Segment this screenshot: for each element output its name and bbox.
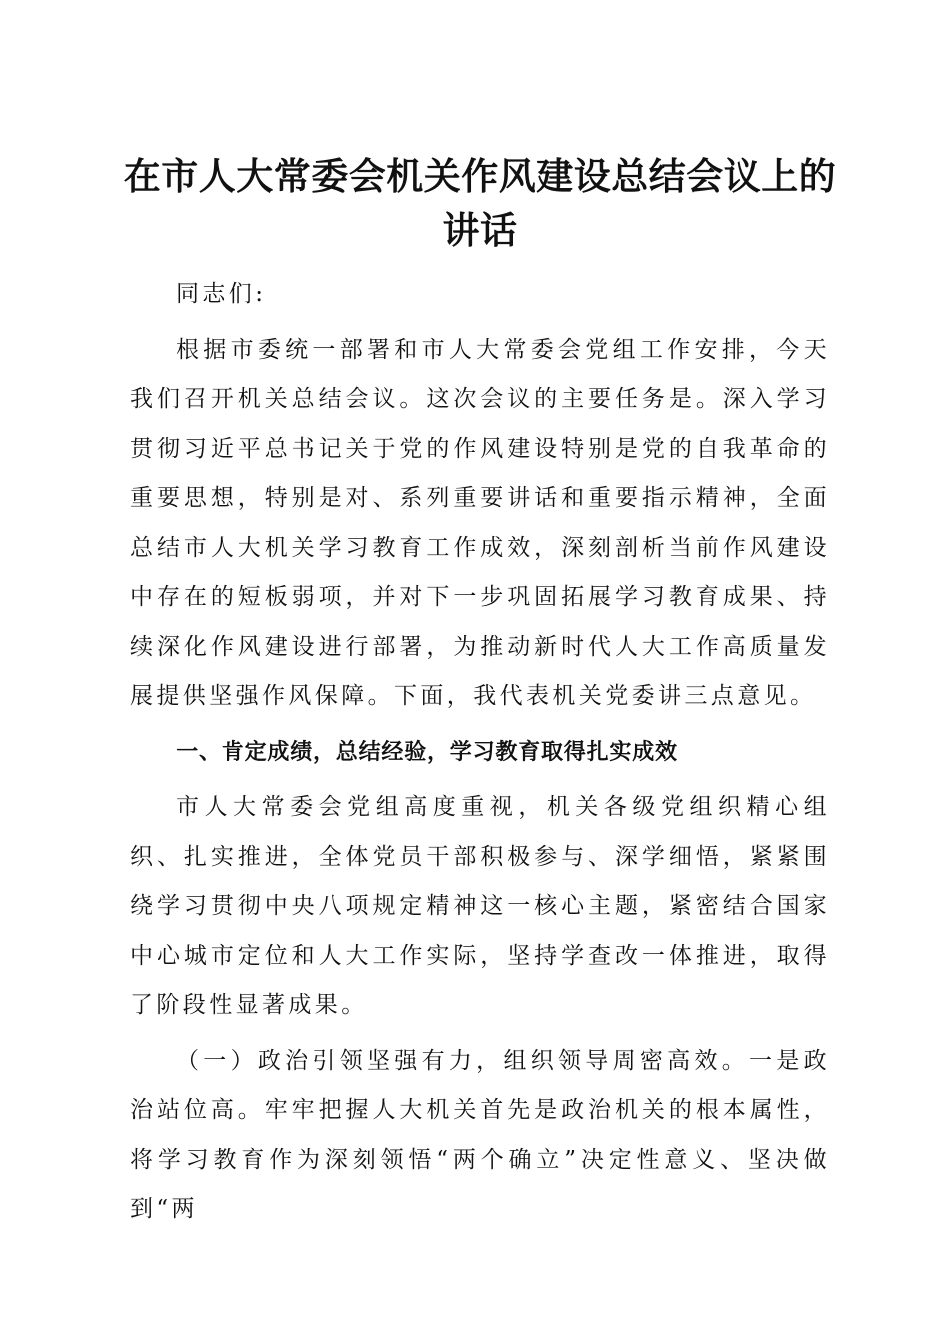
document-title: 在市人大常委会机关作风建设总结会议上的讲话 <box>123 155 837 252</box>
section1-paragraph-1: 市人大常委会党组高度重视，机关各级党组织精心组织、扎实推进，全体党员干部积极参与、深学细悟，紧紧围绕学习贯彻中央八项规定精神这一核心主题，紧密结合国家中心城市定位和人大工作实际，坚持学查改一体推进，取得了阶段性显著成果。 <box>130 794 830 1018</box>
intro-paragraph: 根据市委统一部署和市人大常委会党组工作安排，今天我们召开机关总结会议。这次会议的主要任务是。深入学习贯彻习近平总书记关于党的作风建设特别是党的自我革命的重要思想，特别是对、系列重要讲话和重要指示精神，全面总结市人大机关学习教育工作成效，深刻剖析当前作风建设中存在的短板弱项，并对下一步巩固拓展学习教育成果、持续深化作风建设进行部署，为推动新时代人大工作高质量发展提供坚强作风保障。下面，我代表机关党委讲三点意见。 <box>130 336 830 709</box>
salutation: 同志们: <box>176 281 267 307</box>
section1-paragraph-2: （一）政治引领坚强有力，组织领导周密高效。一是政治站位高。牢牢把握人大机关首先是政治机关的根本属性，将学习教育作为深刻领悟“两个确立”决定性意义、坚决做到“两 <box>130 1047 830 1222</box>
document-page <box>123 150 837 1235</box>
section-heading-1: 一、肯定成绩，总结经验，学习教育取得扎实成效 <box>176 739 678 765</box>
